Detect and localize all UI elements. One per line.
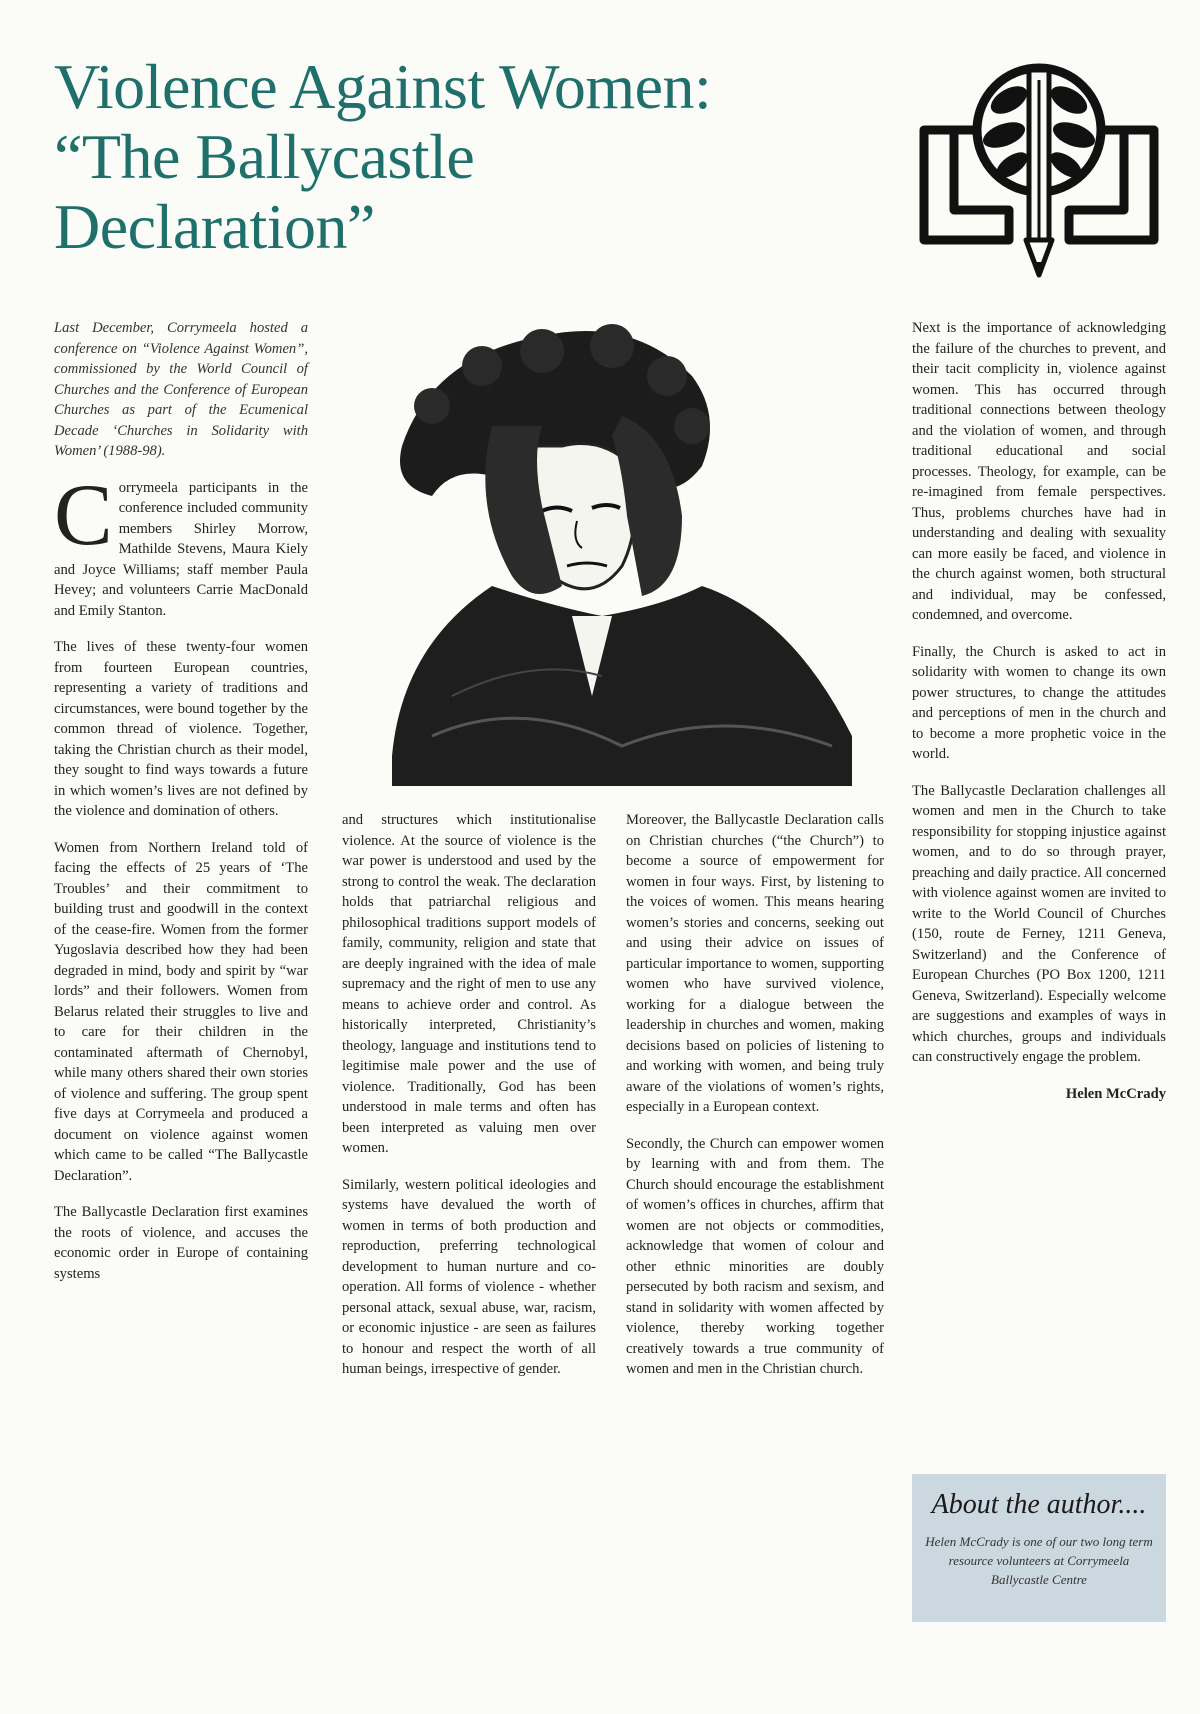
body-paragraph: The Ballycastle Declaration challenges all women and men in the Church to take responsibility for stopping injustice against women, and to do so through prayer, preaching and daily practice. All concerned with violence against women are invited to write to the World Council of Churches (150, route de Ferney, 1211 Geneva, Switzerland) and the Conference of European Churches (PO Box 1200, 1211 Geneva, Switzerland). Especially welcome are suggestions and examples of ways in which churches, groups and individuals can constructively engage the problem.	[912, 782, 1166, 1065]
about-author-box	[912, 1474, 1166, 1622]
body-paragraph: Moreover, the Ballycastle Declaration calls on Christian churches (“the Church”) to become a source of empowerment for women in four ways. First, by listening to the voices of women. This means hearing women’s stories and concerns, seeking out and using their advice on issues of particular importance to women, supporting women who have survived violence, working for a dialogue between the leadership in churches and women, making decisions based on policies of listening to and working with women, and being truly aware of the violations of women’s rights, especially in a European context.	[626, 812, 884, 1115]
title-line-2: “The Ballycastle	[54, 121, 475, 192]
title-line-3: Declaration”	[54, 191, 375, 262]
article-title	[54, 52, 854, 262]
column-2	[342, 810, 596, 1396]
body-paragraph: The lives of these twenty-four women from fourteen European countries, representing a variety of traditions and circumstances, were bound together by the common thread of violence. Together, taking the Christian church as their model, they sought to find ways towards a future in which women’s lives are not defined by the violence and domination of others.	[54, 639, 308, 819]
corrymeela-logo-icon	[914, 60, 1164, 310]
body-paragraph: Finally, the Church is asked to act in solidarity with women to change its own power structures, to change the attitudes and perceptions of men in the church and to become a more prophetic voice in the world.	[912, 643, 1166, 762]
column-3	[626, 810, 884, 1396]
about-author-body: Helen McCrady is one of our two long term resource volunteers at Corrymeela Ballycastle Centre	[925, 1534, 1153, 1587]
body-paragraph: The Ballycastle Declaration first examines the roots of violence, and accuses the economic order in Europe of containing systems	[54, 1204, 308, 1282]
author-signature: Helen McCrady	[1065, 1085, 1166, 1102]
about-author-title: About the author....	[931, 1489, 1147, 1520]
body-paragraph: Secondly, the Church can empower women by learning with and from them. The Church should encourage the establishment of women’s offices in churches, affirm that women are not objects or commodities, acknowledge that women of colour and other ethnic minorities are doubly persecuted by both racism and sexism, and stand in solidarity with women affected by violence, thereby working together creatively towards a true community of women and men in the Christian church.	[626, 1135, 884, 1377]
column-4	[912, 318, 1166, 1120]
body-paragraph: and structures which institutionalise violence. At the source of violence is the war power is understood and used by the strong to control the weak. The declaration holds that patriarchal religious and philosophical traditions support models of family, community, religion and state that are deeply ingrained with the idea of male supremacy and the right of men to use any means to achieve order and control. As historically interpreted, Christianity’s theology, language and institutions tend to legitimise male power and the use of violence. Traditionally, God has been understood in male terms and often has been interpreted as valuing men over women.	[342, 812, 596, 1156]
body-paragraph: Similarly, western political ideologies and systems have devalued the worth of women in terms of both production and reproduction, preferring technological development to human nurture and co-operation. All forms of violence - whether personal attack, sexual abuse, war, racism, or economic injustice - are seen as failures to honour and respect the worth of all human beings, irrespective of gender.	[342, 1176, 596, 1377]
body-paragraph: Next is the importance of acknowledging the failure of the churches to prevent, and their tacit complicity in, violence against women. This has occurred through traditional connections between theology and the violation of women, and through traditional educational and social processes. Theology, for example, can be re-imagined from female perspectives. Thus, problems churches have had in understanding and dealing with sexuality can more easily be faced, and violence in the church against women, both structural and individual, may be confessed, condemned, and overcome.	[912, 320, 1166, 623]
body-paragraph: Women from Northern Ireland told of facing the effects of 25 years of ‘The Troubles’ and their commitment to building trust and goodwill in the context of the cease-fire. Women from the former Yugoslavia described how they had been degraded in mind, body and spirit by “war lords” and their followers. Women from Belarus related their struggles to live and to care for their children in the contaminated aftermath of Chernobyl, while many others shared their own stories of violence and suffering. The group spent five days at Corrymeela and produced a document on violence against women which came to be called “The Ballycastle Declaration”.	[54, 839, 308, 1184]
title-line-1: Violence Against Women:	[54, 51, 712, 122]
body-paragraph: Corrymeela participants in the conference included community members Shirley Morrow, Mathilde Stevens, Maura Kiely and Joyce Williams; staff member Paula Hevey; and volunteers Carrie MacDonald and Emily Stanton.	[54, 466, 308, 619]
intro-paragraph: Last December, Corrymeela hosted a conference on “Violence Against Women”, commissioned by the World Council of Churches and the Conference of European Churches as part of the Ecumenical Decade ‘Churches in Solidarity with Women’ (1988-98).	[54, 320, 308, 459]
distressed-woman-illustration	[372, 316, 872, 796]
column-1	[54, 318, 308, 1300]
